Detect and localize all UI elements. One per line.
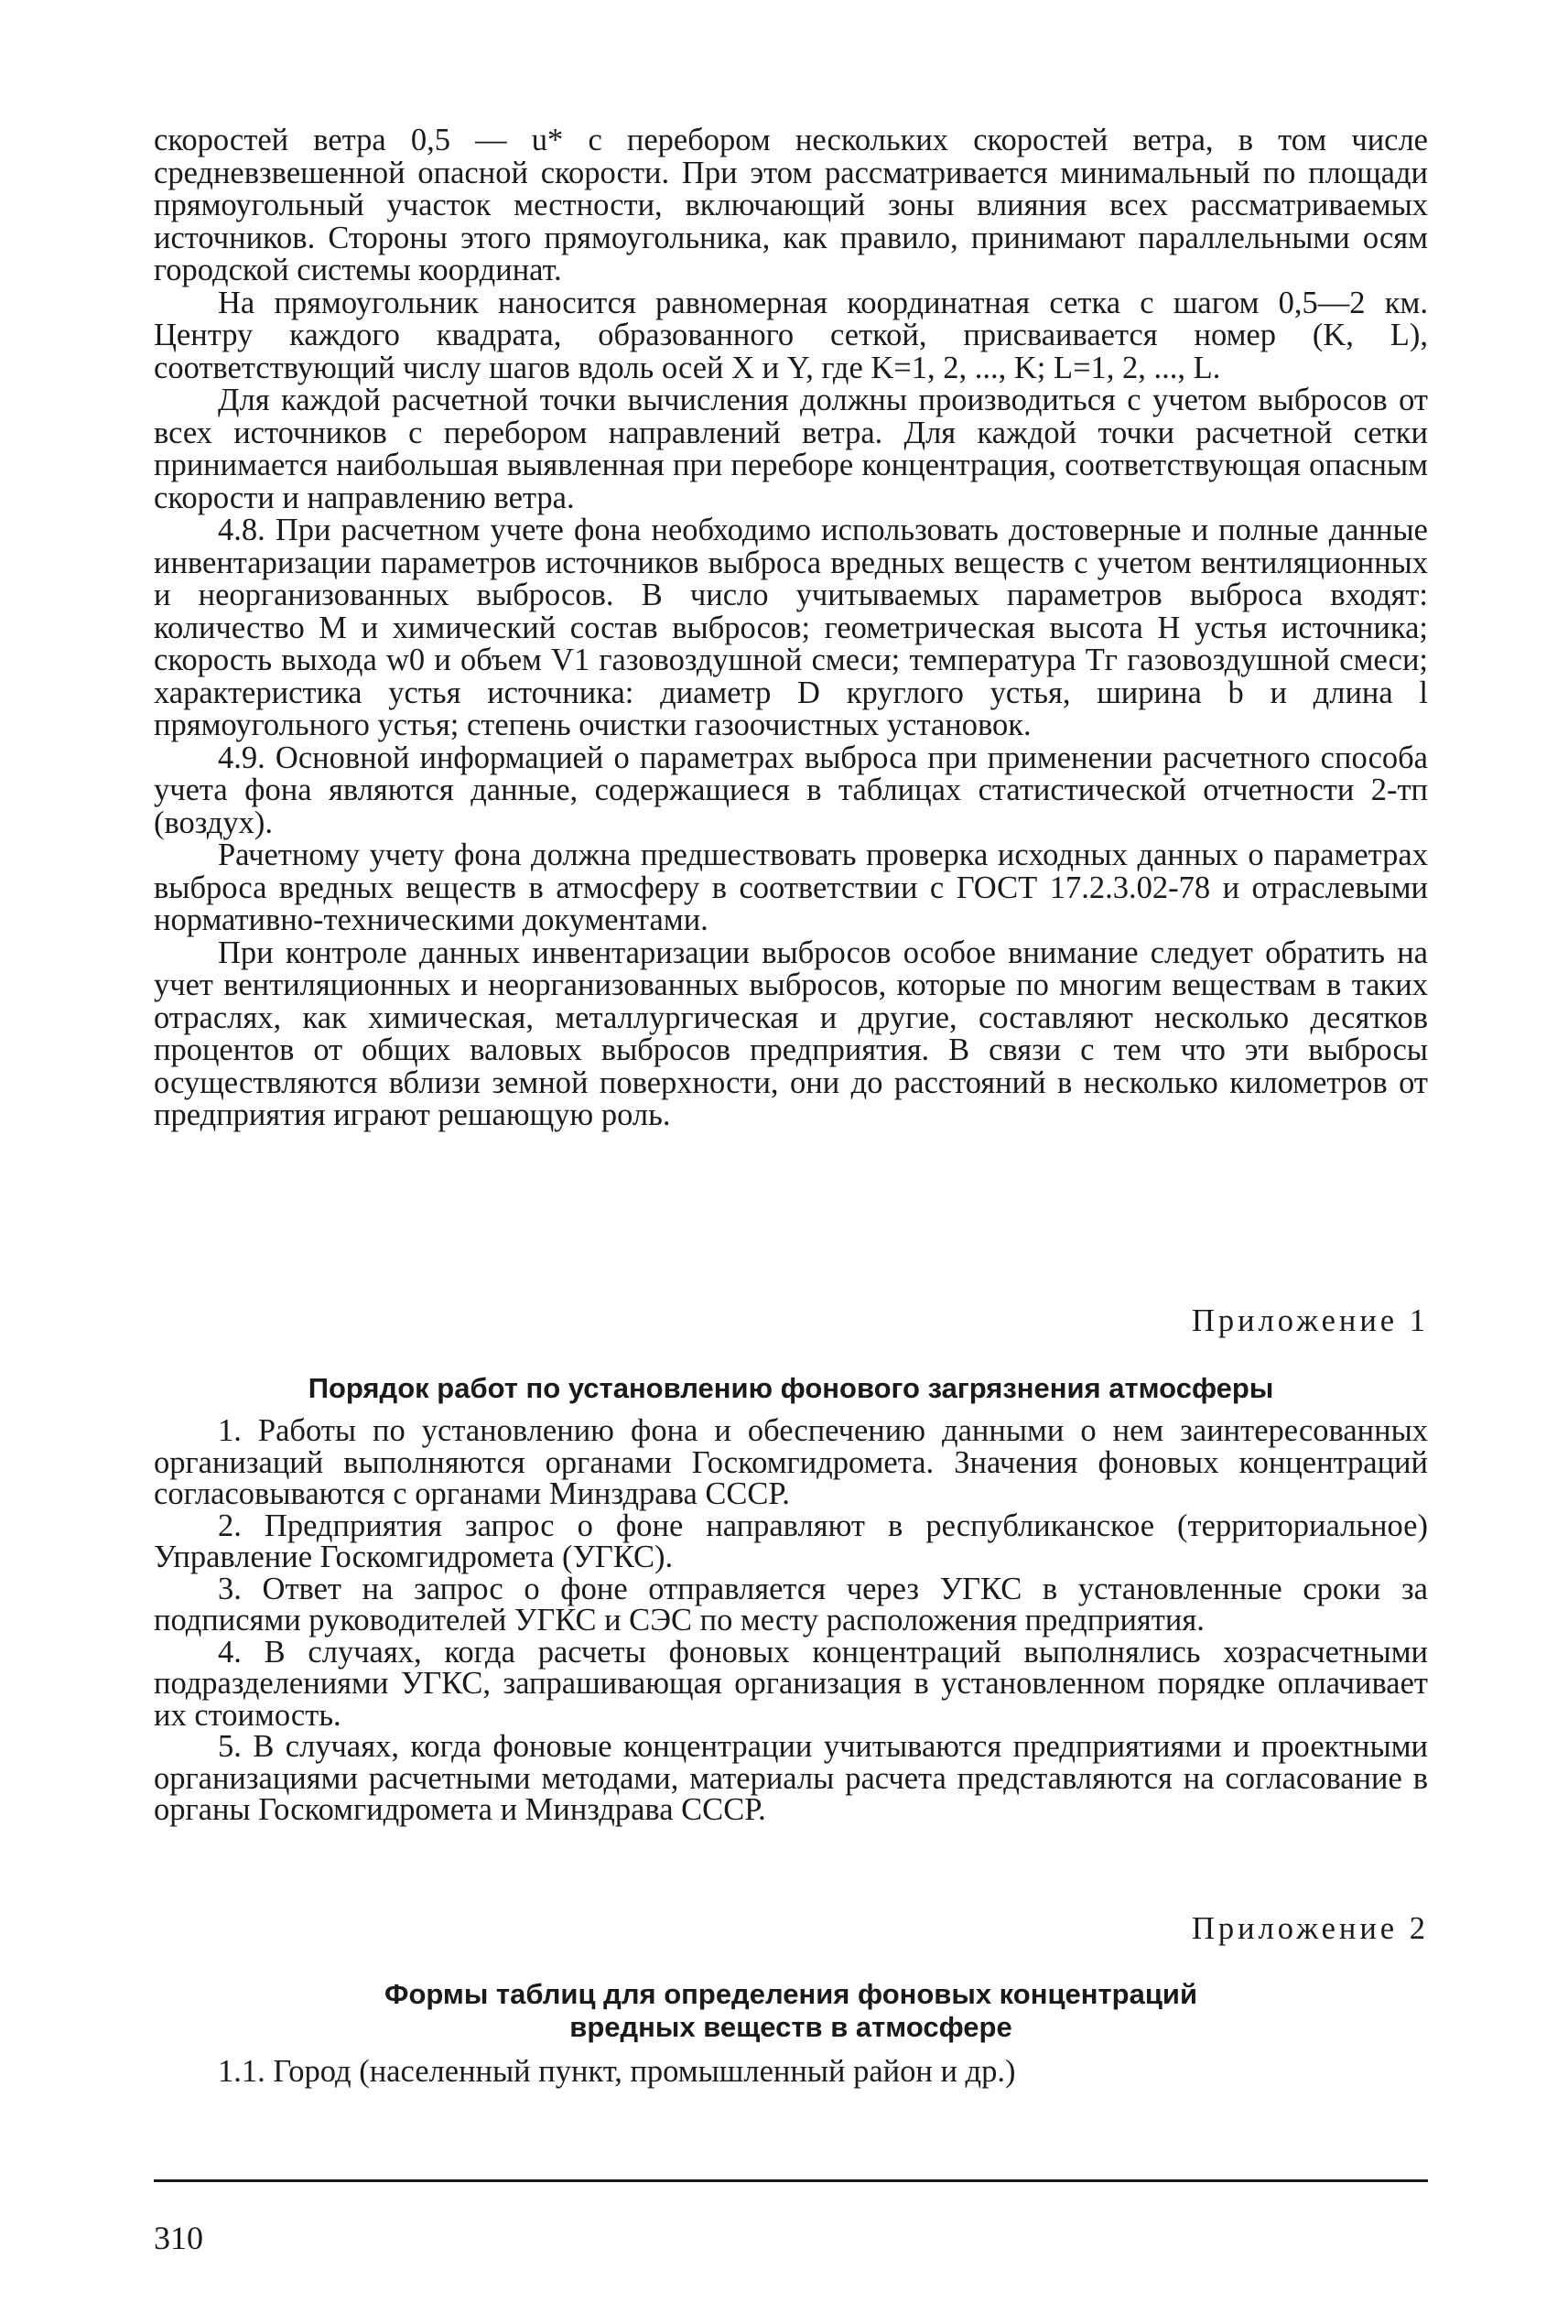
footer-rule <box>154 2179 1428 2182</box>
paragraph: Рачетному учету фона должна предшествовать проверка исходных данных о параметрах выброса вредных веществ в атмосферу в соответствии с ГОСТ 17.2.3.02-78 и отраслевыми нормативно-техническими документами. <box>154 838 1428 937</box>
list-item: 5. В случаях, когда фоновые концентрации учитываются предприятиями и проектными организациями расчетными методами, материалы расчета представляются на согласование в органы Госкомгидромета и Минздрава СССР. <box>154 1729 1428 1827</box>
list-item: 2. Предприятия запрос о фоне направляют в республиканское (территориальное) Управление Госкомгидромета (УГКС). <box>154 1508 1428 1574</box>
paragraph: Для каждой расчетной точки вычисления должны производиться с учетом выбросов от всех источников с перебором направлений ветра. Для каждой точки расчетной сетки принимается наибольшая выявленная при переборе концентрация, соответствующая опасным скорости и направлению ветра. <box>154 383 1428 515</box>
paragraph: 4.9. Основной информацией о параметрах выброса при применении расчетного способа учета фона являются данные, содержащиеся в таблицах статистической отчетности 2-тп (воздух). <box>154 740 1428 840</box>
paragraph: При контроле данных инвентаризации выбросов особое внимание следует обратить на учет вентиляционных и неорганизованных выбросов, которые по многим веществам в таких отраслях, как химическая, металлургическая и другие, составляют несколько десятков процентов от общих валовых выбросов предприятия. В связи с тем что эти выбросы осуществляются вблизи земной поверхности, они до расстояний в несколько километров от предприятия играют решающую роль. <box>154 935 1428 1132</box>
list-item: 1.1. Город (населенный пункт, промышленный район и др.) <box>218 2054 1016 2089</box>
paragraph: скоростей ветра 0,5 — u* с перебором нескольких скоростей ветра, в том числе средневзвешенной опасной скорости. При этом рассматривается минимальный по площади прямоугольный участок местности, включающий зоны влияния всех рассматриваемых источников. Стороны этого прямоугольника, как правило, принимают параллельными осям городской системы координат. <box>154 123 1428 287</box>
appendix-1-items <box>154 1415 1428 1826</box>
appendix-1-label: Приложение 1 <box>1191 1303 1429 1338</box>
list-item: 4. В случаях, когда расчеты фоновых концентраций выполнялись хозрасчетными подразделениями УГКС, запрашивающая организация в установленном порядке оплачивает их стоимость. <box>154 1634 1428 1733</box>
list-item: 3. Ответ на запрос о фоне отправляется через УГКС в установленные сроки за подписями руководителей УГКС и СЭС по месту расположения предприятия. <box>154 1571 1428 1638</box>
appendix-2-title-line-2: вредных веществ в атмосфере <box>569 2011 1012 2043</box>
appendix-2-title-line-1: Формы таблиц для определения фоновых концентраций <box>384 1978 1197 2010</box>
paragraph: На прямоугольник наносится равномерная координатная сетка с шагом 0,5—2 км. Центру каждого квадрата, образованного сеткой, присваивается номер (K, L), соответствующий числу шагов вдоль осей X и Y, где K=1, 2, ..., K; L=1, 2, ..., L. <box>154 285 1428 385</box>
appendix-2-items <box>154 2056 1428 2088</box>
paragraph: 4.8. При расчетном учете фона необходимо использовать достоверные и полные данные инвентаризации параметров источников выброса вредных веществ с учетом вентиляционных и неорганизованных выбросов. В число учитываемых параметров выброса входят: количество M и химический состав выбросов; геометрическая высота H устья источника; скорость выхода w0 и объем V1 газовоздушной смеси; температура Tг газовоздушной смеси; характеристика устья источника: диаметр D круглого устья, ширина b и длина l прямоугольного устья; степень очистки газоочистных установок. <box>154 513 1428 742</box>
appendix-1-title: Порядок работ по установлению фонового загрязнения атмосферы <box>308 1372 1274 1404</box>
main-text <box>154 124 1428 1132</box>
list-item: 1. Работы по установлению фона и обеспечению данными о нем заинтересованных организаций выполняются органами Госкомгидромета. Значения фоновых концентраций согласовываются с органами Минздрава СССР. <box>154 1413 1428 1511</box>
page-number: 310 <box>154 2220 203 2256</box>
appendix-2-label: Приложение 2 <box>1191 1911 1429 1946</box>
